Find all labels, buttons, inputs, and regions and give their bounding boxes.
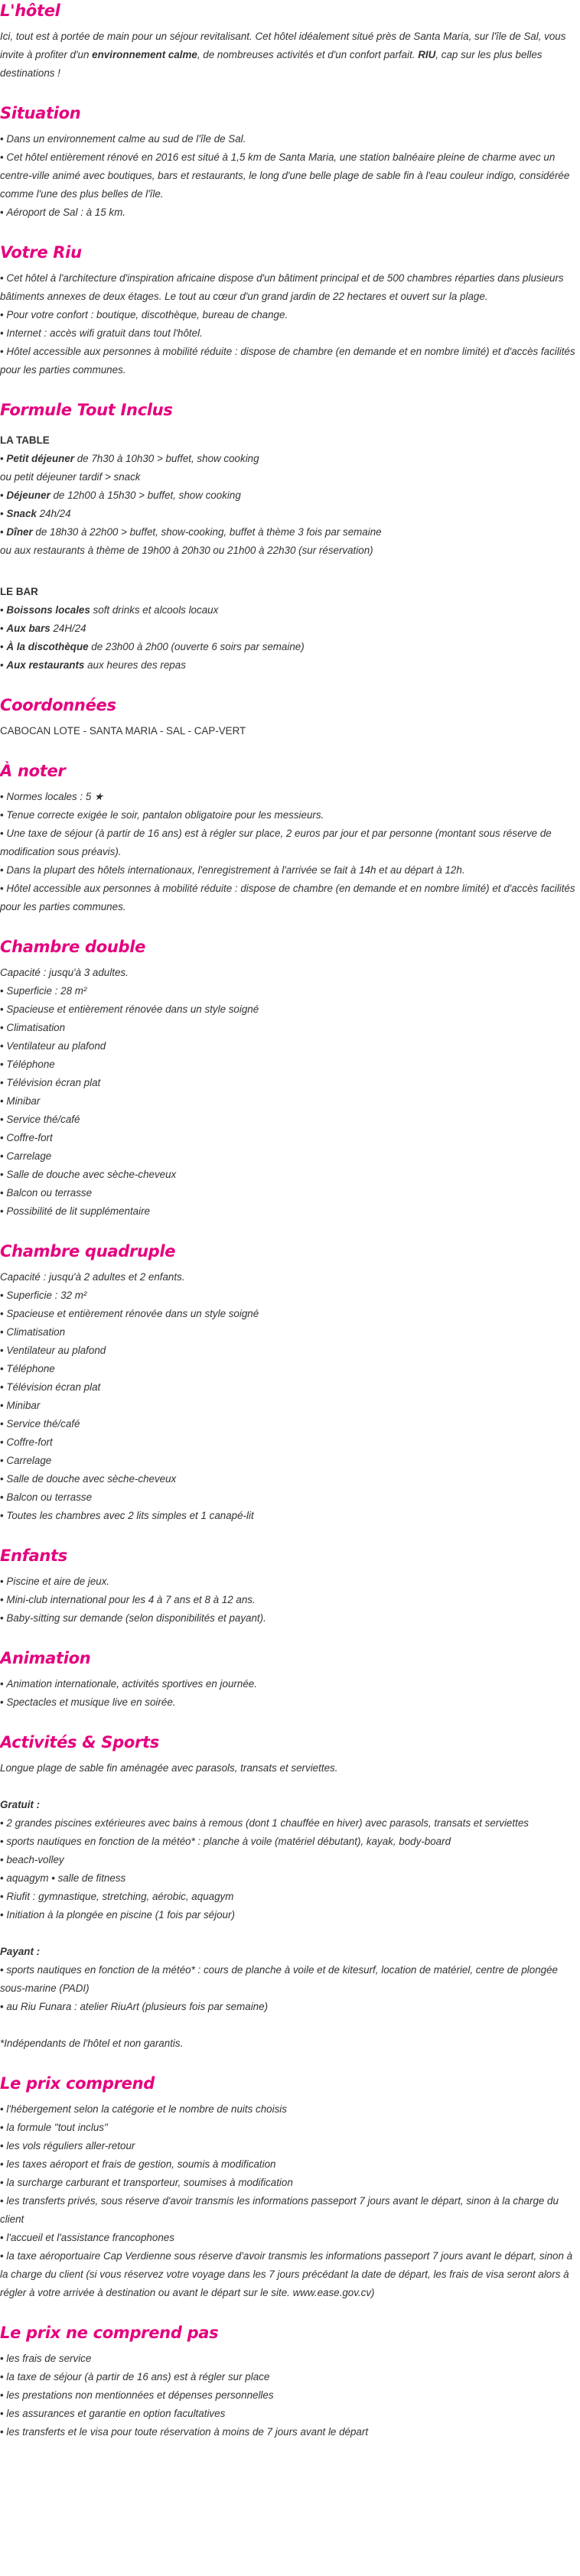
list-item: • l'hébergement selon la catégorie et le nombre de nuits choisis <box>0 2100 580 2119</box>
list-item: • la surcharge carburant et transporteur, soumises à modification <box>0 2174 580 2192</box>
list-item: • Dans la plupart des hôtels internationaux, l'enregistrement à l'arrivée se fait à 14h et au départ à 12h. <box>0 861 580 880</box>
list-item: • Initiation à la plongée en piscine (1 fois par séjour) <box>0 1906 580 1924</box>
list-item: • sports nautiques en fonction de la météo* : planche à voile (matériel débutant), kayak, body-board <box>0 1833 580 1851</box>
list-item: • Possibilité de lit supplémentaire <box>0 1202 580 1221</box>
section-title: Situation <box>0 104 81 122</box>
list-item: • Toutes les chambres avec 2 lits simples et 1 canapé-lit <box>0 1507 580 1525</box>
list-item: • Déjeuner de 12h00 à 15h30 > buffet, show cooking <box>0 486 580 505</box>
section-title: Enfants <box>0 1547 67 1565</box>
list-item: • Ventilateur au plafond <box>0 1037 580 1055</box>
list-item: • Une taxe de séjour (à partir de 16 ans) est à régler sur place, 2 euros par jour et par personne (montant sous réserve de modification sous préavis). <box>0 825 580 861</box>
list-item: • Téléphone <box>0 1055 580 1074</box>
section-activites <box>0 1732 580 2053</box>
list-item: • Coffre-fort <box>0 1433 580 1452</box>
hotel-intro: Ici, tout est à portée de main pour un séjour revitalisant. Cet hôtel idéalement situé près de Santa Maria, sur l'île de Sal, vous invite à profiter d'un environnement calme, de nombreuses activités et d'un confort parfait. RIU, cap sur les plus belles destinations ! <box>0 31 566 79</box>
section-a-noter <box>0 760 580 916</box>
list-item: • Ventilateur au plafond <box>0 1342 580 1360</box>
list-item: • aquagym • salle de fitness <box>0 1869 580 1888</box>
section-title: Coordonnées <box>0 696 116 714</box>
list-item: • Dans un environnement calme au sud de l'île de Sal. <box>0 130 580 148</box>
list-item: • Piscine et aire de jeux. <box>0 1573 580 1591</box>
list-item: • la formule "tout inclus" <box>0 2119 580 2137</box>
list-item: • Dîner de 18h30 à 22h00 > buffet, show-cooking, buffet à thème 3 fois par semaine <box>0 523 580 542</box>
section-title: Animation <box>0 1649 91 1667</box>
section-situation <box>0 102 580 222</box>
list-item: • au Riu Funara : atelier RiuArt (plusieurs fois par semaine) <box>0 1998 580 2016</box>
list-item: • Mini-club international pour les 4 à 7 ans et 8 à 12 ans. <box>0 1591 580 1609</box>
list-item: • Spacieuse et entièrement rénovée dans un style soigné <box>0 1305 580 1323</box>
list-item: • les frais de service <box>0 2350 580 2368</box>
list-item: • Balcon ou terrasse <box>0 1184 580 1202</box>
list-item: • Minibar <box>0 1397 580 1415</box>
list-item: • les assurances et garantie en option facultatives <box>0 2405 580 2423</box>
section-title: L'hôtel <box>0 2 60 20</box>
section-title: Chambre quadruple <box>0 1242 176 1260</box>
list-item: • Tenue correcte exigée le soir, pantalon obligatoire pour les messieurs. <box>0 806 580 825</box>
list-item: • Hôtel accessible aux personnes à mobilité réduite : dispose de chambre (en demande et en nombre limité) et d'accès facilités pour les parties communes. <box>0 880 580 916</box>
list-item: • Spectacles et musique live en soirée. <box>0 1693 580 1712</box>
section-animation <box>0 1647 580 1712</box>
list-item: • sports nautiques en fonction de la météo* : cours de planche à voile et de kitesurf, location de matériel, centre de plongée sous-marine (PADI) <box>0 1961 580 1998</box>
list-item: • À la discothèque de 23h00 à 2h00 (ouverte 6 soirs par semaine) <box>0 638 580 656</box>
capacity: Capacité : jusqu'à 3 adultes. <box>0 967 129 978</box>
list-item: • Boissons locales soft drinks et alcools locaux <box>0 601 580 620</box>
section-title: Formule Tout Inclus <box>0 401 173 419</box>
list-item: • Carrelage <box>0 1147 580 1166</box>
list-item: • les transferts privés, sous réserve d'avoir transmis les informations passeport 7 jours avant le départ, sinon à la charge du client <box>0 2192 580 2229</box>
list-item: • la taxe de séjour (à partir de 16 ans) est à régler sur place <box>0 2368 580 2386</box>
footnote: *Indépendants de l'hôtel et non garantis. <box>0 2038 184 2049</box>
list-item: • Télévision écran plat <box>0 1074 580 1092</box>
list-item: • Carrelage <box>0 1452 580 1470</box>
gratuit-label: Gratuit : <box>0 1799 41 1810</box>
section-hotel <box>0 0 580 83</box>
list-item-cont: ou aux restaurants à thème de 19h00 à 20h30 ou 21h00 à 22h30 (sur réservation) <box>0 545 373 556</box>
list-item: • Internet : accès wifi gratuit dans tout l'hôtel. <box>0 324 580 343</box>
list-item: • les vols réguliers aller-retour <box>0 2137 580 2155</box>
list-item: • beach-volley <box>0 1851 580 1869</box>
list-item: • Minibar <box>0 1092 580 1111</box>
list-item: • Spacieuse et entièrement rénovée dans un style soigné <box>0 1000 580 1019</box>
list-item: • Service thé/café <box>0 1415 580 1433</box>
section-coordonnees <box>0 694 580 740</box>
section-title: Chambre double <box>0 938 146 956</box>
list-item: • Animation internationale, activités sportives en journée. <box>0 1675 580 1693</box>
list-item-cont: ou petit déjeuner tardif > snack <box>0 471 141 483</box>
list-item: • Snack 24h/24 <box>0 505 580 523</box>
table-label: LA TABLE <box>0 434 50 446</box>
list-item: • Balcon ou terrasse <box>0 1488 580 1507</box>
list-item: • Coffre-fort <box>0 1129 580 1147</box>
list-item: • 2 grandes piscines extérieures avec bains à remous (dont 1 chauffée en hiver) avec parasols, transats et serviettes <box>0 1814 580 1833</box>
list-item: • Petit déjeuner de 7h30 à 10h30 > buffet, show cooking <box>0 450 580 468</box>
list-item: • Superficie : 28 m² <box>0 982 580 1000</box>
section-title: Votre Riu <box>0 243 82 262</box>
list-item: • Cet hôtel à l'architecture d'inspiration africaine dispose d'un bâtiment principal et de 500 chambres réparties dans plusieurs bâtiments annexes de deux étages. Le tout au cœur d'un grand jardin de 22 hectares et ouvert sur la plage. <box>0 269 580 306</box>
section-title: Activités & Sports <box>0 1733 159 1751</box>
section-prix-ne-comprend-pas <box>0 2322 580 2441</box>
section-chambre-double <box>0 936 580 1221</box>
beach-intro: Longue plage de sable fin aménagée avec parasols, transats et serviettes. <box>0 1762 338 1774</box>
list-item: • Baby-sitting sur demande (selon disponibilités et payant). <box>0 1609 580 1628</box>
bar-label: LE BAR <box>0 586 38 597</box>
section-prix-comprend <box>0 2073 580 2302</box>
section-formule <box>0 399 580 675</box>
list-item: • Aéroport de Sal : à 15 km. <box>0 203 580 222</box>
list-item: • Service thé/café <box>0 1111 580 1129</box>
payant-label: Payant : <box>0 1946 41 1957</box>
list-item: • Superficie : 32 m² <box>0 1286 580 1305</box>
list-item: • Téléphone <box>0 1360 580 1378</box>
list-item: • Pour votre confort : boutique, discothèque, bureau de change. <box>0 306 580 324</box>
list-item: • Hôtel accessible aux personnes à mobilité réduite : dispose de chambre (en demande et en nombre limité) et d'accès facilités pour les parties communes. <box>0 343 580 379</box>
list-item: • Climatisation <box>0 1019 580 1037</box>
list-item: • les taxes aéroport et frais de gestion, soumis à modification <box>0 2155 580 2174</box>
list-item: • Riufit : gymnastique, stretching, aérobic, aquagym <box>0 1888 580 1906</box>
list-item: • Aux bars 24H/24 <box>0 620 580 638</box>
list-item: • Climatisation <box>0 1323 580 1342</box>
section-title: Le prix comprend <box>0 2074 155 2093</box>
section-chambre-quadruple <box>0 1241 580 1525</box>
address: CABOCAN LOTE - SANTA MARIA - SAL - CAP-VERT <box>0 725 246 737</box>
list-item: • les prestations non mentionnées et dépenses personnelles <box>0 2386 580 2405</box>
list-item: • Aux restaurants aux heures des repas <box>0 656 580 675</box>
list-item: • Cet hôtel entièrement rénové en 2016 est situé à 1,5 km de Santa Maria, une station balnéaire pleine de charme avec un centre-ville animé avec boutiques, bars et restaurants, le long d'une belle plage de sable fin à l'eau couleur indigo, considérée comme l'une des plus belles de l'île. <box>0 148 580 203</box>
section-title: À noter <box>0 762 66 780</box>
section-enfants <box>0 1545 580 1628</box>
list-item: • l'accueil et l'assistance francophones <box>0 2229 580 2247</box>
list-item: • les transferts et le visa pour toute réservation à moins de 7 jours avant le départ <box>0 2423 580 2441</box>
list-item: • Salle de douche avec sèche-cheveux <box>0 1470 580 1488</box>
list-item: • Télévision écran plat <box>0 1378 580 1397</box>
list-item: • Normes locales : 5 ★ <box>0 788 580 806</box>
list-item: • la taxe aéroportuaire Cap Verdienne sous réserve d'avoir transmis les informations passeport 7 jours avant le départ, sinon à la charge du client (si vous réservez votre voyage dans les 7 jours précédant la date de départ, les frais de visa seront alors à régler à votre arrivée à destination ou avant le départ sur le site. www.ease.gov.cv) <box>0 2247 580 2302</box>
section-votre-riu <box>0 242 580 379</box>
capacity: Capacité : jusqu'à 2 adultes et 2 enfants. <box>0 1271 185 1283</box>
section-title: Le prix ne comprend pas <box>0 2324 219 2342</box>
list-item: • Salle de douche avec sèche-cheveux <box>0 1166 580 1184</box>
